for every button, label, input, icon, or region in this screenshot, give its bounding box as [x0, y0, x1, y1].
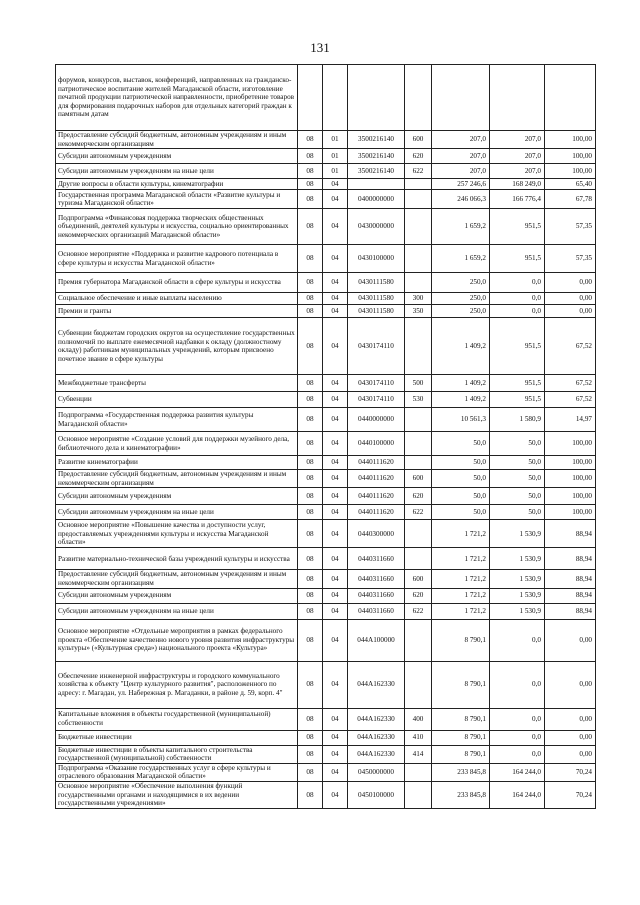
cell-name: Основное мероприятие «Создание условий для поддержки музейного дела, библиотечного дела и кинематографии»: [56, 432, 298, 456]
cell-percent: 67,52: [545, 392, 596, 408]
table-row: [56, 661, 596, 708]
table-row: [56, 318, 596, 375]
table-row: [56, 520, 596, 548]
table-row: [56, 745, 596, 763]
cell-actual-amount: 0,0: [490, 661, 545, 708]
cell-percent: 100,00: [545, 131, 596, 149]
table-row: [56, 392, 596, 408]
cell-planned-amount: 1 409,2: [432, 318, 490, 375]
table-row: [56, 763, 596, 781]
cell-subsection: 04: [323, 305, 348, 318]
cell-subsection: 04: [323, 179, 348, 190]
cell-subsection: 04: [323, 619, 348, 661]
cell-percent: [545, 65, 596, 131]
cell-name: Субвенции бюджетам городских округов на осуществление государственных полномочий по выплате ежемесячной надбавки к окладу (должностному окладу) работникам муниципальных учреждений, которым присвоено почетное звание в сфере культуры: [56, 318, 298, 375]
cell-section: 08: [298, 408, 323, 432]
cell-actual-amount: 1 530,9: [490, 548, 545, 570]
cell-name: Субсидии автономным учреждениям на иные цели: [56, 505, 298, 520]
cell-section: 08: [298, 318, 323, 375]
cell-percent: 88,94: [545, 588, 596, 603]
cell-percent: 100,00: [545, 488, 596, 505]
cell-subsection: 04: [323, 432, 348, 456]
cell-actual-amount: 50,0: [490, 456, 545, 470]
cell-actual-amount: 951,5: [490, 245, 545, 273]
cell-planned-amount: 250,0: [432, 293, 490, 305]
table-row: [56, 375, 596, 392]
table-row: [56, 548, 596, 570]
cell-subsection: 04: [323, 456, 348, 470]
table-body: [56, 65, 596, 809]
cell-actual-amount: 164 244,0: [490, 763, 545, 781]
table-row: [56, 149, 596, 164]
table-row: [56, 730, 596, 745]
cell-target-article: 0450000000: [348, 763, 405, 781]
cell-percent: 100,00: [545, 432, 596, 456]
cell-target-article: 3500216140: [348, 131, 405, 149]
cell-actual-amount: 207,0: [490, 164, 545, 179]
cell-subsection: 04: [323, 392, 348, 408]
cell-percent: 0,00: [545, 273, 596, 293]
cell-section: 08: [298, 305, 323, 318]
cell-subsection: 01: [323, 131, 348, 149]
cell-planned-amount: 246 066,3: [432, 190, 490, 209]
cell-subsection: 04: [323, 520, 348, 548]
cell-actual-amount: 0,0: [490, 730, 545, 745]
cell-actual-amount: 951,5: [490, 375, 545, 392]
cell-subsection: 01: [323, 164, 348, 179]
cell-actual-amount: 50,0: [490, 470, 545, 488]
cell-target-article: 0430174110: [348, 392, 405, 408]
cell-expense-type: 620: [405, 588, 432, 603]
budget-table: [55, 64, 596, 809]
cell-planned-amount: 1 721,2: [432, 548, 490, 570]
cell-expense-type: [405, 432, 432, 456]
cell-expense-type: 400: [405, 708, 432, 730]
table-row: [56, 179, 596, 190]
cell-expense-type: [405, 65, 432, 131]
cell-percent: 14,97: [545, 408, 596, 432]
cell-actual-amount: 1 530,9: [490, 603, 545, 619]
cell-planned-amount: 8 790,1: [432, 708, 490, 730]
cell-percent: 88,94: [545, 520, 596, 548]
cell-section: 08: [298, 588, 323, 603]
table-row: [56, 273, 596, 293]
cell-subsection: 04: [323, 763, 348, 781]
cell-subsection: 04: [323, 505, 348, 520]
cell-expense-type: 622: [405, 164, 432, 179]
cell-section: 08: [298, 131, 323, 149]
cell-name: Обеспечение инженерной инфраструктуры и городского коммунального хозяйства к объекту "Центр культурного развития", расположенного по адресу: г. Магадан, ул. Набережная р. Магаданки, в районе д. 59, корп. 4": [56, 661, 298, 708]
cell-expense-type: 414: [405, 745, 432, 763]
table-row: [56, 131, 596, 149]
cell-actual-amount: 951,5: [490, 209, 545, 245]
cell-actual-amount: 164 244,0: [490, 781, 545, 808]
cell-target-article: 3500216140: [348, 164, 405, 179]
cell-subsection: 04: [323, 661, 348, 708]
cell-expense-type: 410: [405, 730, 432, 745]
cell-name: Основное мероприятие «Поддержка и развитие кадрового потенциала в сфере культуры и искусства Магаданской области»: [56, 245, 298, 273]
cell-subsection: 04: [323, 273, 348, 293]
cell-target-article: 0450100000: [348, 781, 405, 808]
cell-percent: 70,24: [545, 781, 596, 808]
cell-planned-amount: 1 721,2: [432, 570, 490, 588]
cell-percent: 100,00: [545, 470, 596, 488]
cell-planned-amount: 207,0: [432, 164, 490, 179]
cell-name: Подпрограмма «Оказание государственных услуг в сфере культуры и отраслевого образования Магаданской области»: [56, 763, 298, 781]
cell-target-article: 044А162330: [348, 730, 405, 745]
cell-section: 08: [298, 548, 323, 570]
cell-section: 08: [298, 730, 323, 745]
cell-section: 08: [298, 708, 323, 730]
cell-percent: 88,94: [545, 548, 596, 570]
cell-planned-amount: 207,0: [432, 131, 490, 149]
cell-subsection: 04: [323, 570, 348, 588]
cell-target-article: 0430111580: [348, 273, 405, 293]
cell-name: Другие вопросы в области культуры, кинематографии: [56, 179, 298, 190]
table-row: [56, 470, 596, 488]
cell-subsection: 04: [323, 293, 348, 305]
cell-subsection: 04: [323, 488, 348, 505]
cell-name: Субсидии автономным учреждениям: [56, 488, 298, 505]
cell-expense-type: [405, 318, 432, 375]
cell-percent: 0,00: [545, 305, 596, 318]
table-row: [56, 65, 596, 131]
cell-name: Субсидии автономным учреждениям: [56, 149, 298, 164]
cell-percent: 88,94: [545, 603, 596, 619]
cell-actual-amount: 1 530,9: [490, 570, 545, 588]
cell-target-article: 0440000000: [348, 408, 405, 432]
cell-subsection: 04: [323, 588, 348, 603]
cell-actual-amount: 1 530,9: [490, 588, 545, 603]
cell-target-article: 044А162330: [348, 708, 405, 730]
table-row: [56, 588, 596, 603]
cell-name: Бюджетные инвестиции в объекты капитального строительства государственной (муниципальной) собственности: [56, 745, 298, 763]
cell-percent: 57,35: [545, 209, 596, 245]
cell-target-article: 044А162330: [348, 745, 405, 763]
cell-section: 08: [298, 488, 323, 505]
cell-expense-type: 300: [405, 293, 432, 305]
table-row: [56, 432, 596, 456]
cell-actual-amount: 0,0: [490, 745, 545, 763]
cell-name: Субсидии автономным учреждениям на иные цели: [56, 603, 298, 619]
cell-expense-type: 350: [405, 305, 432, 318]
cell-target-article: 0430100000: [348, 245, 405, 273]
cell-planned-amount: 1 409,2: [432, 375, 490, 392]
cell-expense-type: [405, 456, 432, 470]
cell-subsection: 04: [323, 408, 348, 432]
cell-name: Субвенции: [56, 392, 298, 408]
cell-subsection: 04: [323, 745, 348, 763]
cell-expense-type: [405, 548, 432, 570]
cell-planned-amount: 50,0: [432, 456, 490, 470]
cell-planned-amount: 207,0: [432, 149, 490, 164]
cell-target-article: 0400000000: [348, 190, 405, 209]
cell-expense-type: 620: [405, 149, 432, 164]
cell-subsection: 04: [323, 730, 348, 745]
cell-name: Развитие кинематографии: [56, 456, 298, 470]
cell-percent: 0,00: [545, 708, 596, 730]
cell-subsection: 04: [323, 708, 348, 730]
cell-target-article: 044А162330: [348, 661, 405, 708]
cell-target-article: 0430111580: [348, 305, 405, 318]
cell-name: Предоставление субсидий бюджетным, автономным учреждениям и иным некоммерческим организациям: [56, 570, 298, 588]
table-row: [56, 505, 596, 520]
cell-name: Бюджетные инвестиции: [56, 730, 298, 745]
cell-subsection: 01: [323, 149, 348, 164]
cell-name: Субсидии автономным учреждениям: [56, 588, 298, 603]
cell-section: 08: [298, 763, 323, 781]
cell-target-article: 0440311660: [348, 603, 405, 619]
cell-actual-amount: 0,0: [490, 293, 545, 305]
cell-subsection: 04: [323, 318, 348, 375]
cell-subsection: 04: [323, 781, 348, 808]
cell-expense-type: [405, 179, 432, 190]
cell-section: 08: [298, 603, 323, 619]
cell-planned-amount: 1 659,2: [432, 209, 490, 245]
cell-expense-type: [405, 520, 432, 548]
cell-actual-amount: 50,0: [490, 505, 545, 520]
cell-name: Основное мероприятие «Обеспечение выполнения функций государственными органами и находящимися в их ведении государственными учреждениями»: [56, 781, 298, 808]
cell-name: Подпрограмма «Государственная поддержка развития культуры Магаданской области»: [56, 408, 298, 432]
cell-subsection: 04: [323, 245, 348, 273]
cell-section: 08: [298, 190, 323, 209]
cell-name: Развитие материально-технической базы учреждений культуры и искусства: [56, 548, 298, 570]
table-row: [56, 190, 596, 209]
cell-section: 08: [298, 520, 323, 548]
cell-expense-type: 500: [405, 375, 432, 392]
cell-percent: 67,52: [545, 375, 596, 392]
cell-percent: 70,24: [545, 763, 596, 781]
cell-expense-type: [405, 273, 432, 293]
cell-planned-amount: 1 721,2: [432, 603, 490, 619]
cell-actual-amount: 0,0: [490, 708, 545, 730]
page-number: 131: [310, 40, 330, 55]
cell-actual-amount: 0,0: [490, 273, 545, 293]
cell-section: 08: [298, 179, 323, 190]
cell-percent: 100,00: [545, 164, 596, 179]
cell-expense-type: [405, 408, 432, 432]
cell-section: 08: [298, 661, 323, 708]
cell-section: 08: [298, 456, 323, 470]
cell-expense-type: [405, 190, 432, 209]
cell-section: 08: [298, 375, 323, 392]
cell-planned-amount: 1 721,2: [432, 520, 490, 548]
cell-section: 08: [298, 470, 323, 488]
cell-percent: 0,00: [545, 293, 596, 305]
cell-percent: 100,00: [545, 149, 596, 164]
cell-actual-amount: 207,0: [490, 131, 545, 149]
cell-percent: 100,00: [545, 505, 596, 520]
cell-planned-amount: 233 845,8: [432, 763, 490, 781]
cell-planned-amount: 233 845,8: [432, 781, 490, 808]
cell-target-article: 0430000000: [348, 209, 405, 245]
cell-name: Премия губернатора Магаданской области в сфере культуры и искусства: [56, 273, 298, 293]
cell-name: Основное мероприятие «Повышение качества и доступности услуг, предоставляемых учреждениями культуры и искусства Магаданской области»: [56, 520, 298, 548]
cell-target-article: 0430111580: [348, 293, 405, 305]
cell-name: Основное мероприятие «Отдельные мероприятия в рамках федерального проекта «Обеспечение качественно нового уровня развития инфраструктуры культуры» («Культурная среда») национального проекта «Культура»: [56, 619, 298, 661]
cell-planned-amount: 1 659,2: [432, 245, 490, 273]
cell-planned-amount: 250,0: [432, 273, 490, 293]
cell-expense-type: 600: [405, 570, 432, 588]
cell-expense-type: 622: [405, 505, 432, 520]
cell-planned-amount: 1 721,2: [432, 588, 490, 603]
cell-expense-type: [405, 763, 432, 781]
cell-actual-amount: 207,0: [490, 149, 545, 164]
cell-target-article: 3500216140: [348, 149, 405, 164]
cell-section: 08: [298, 293, 323, 305]
cell-planned-amount: 50,0: [432, 432, 490, 456]
cell-section: 08: [298, 149, 323, 164]
cell-section: 08: [298, 245, 323, 273]
cell-subsection: 04: [323, 209, 348, 245]
cell-expense-type: [405, 209, 432, 245]
cell-target-article: [348, 179, 405, 190]
cell-subsection: 04: [323, 190, 348, 209]
cell-planned-amount: 8 790,1: [432, 730, 490, 745]
cell-subsection: 04: [323, 603, 348, 619]
cell-percent: 57,35: [545, 245, 596, 273]
table-row: [56, 488, 596, 505]
cell-subsection: [323, 65, 348, 131]
cell-percent: 0,00: [545, 730, 596, 745]
cell-actual-amount: 168 249,0: [490, 179, 545, 190]
table-row: [56, 619, 596, 661]
cell-target-article: 0440311660: [348, 548, 405, 570]
cell-planned-amount: [432, 65, 490, 131]
cell-subsection: 04: [323, 548, 348, 570]
cell-expense-type: 622: [405, 603, 432, 619]
cell-planned-amount: 8 790,1: [432, 619, 490, 661]
table-row: [56, 209, 596, 245]
cell-expense-type: [405, 661, 432, 708]
table-row: [56, 603, 596, 619]
cell-percent: 0,00: [545, 661, 596, 708]
table-row: [56, 408, 596, 432]
cell-name: Субсидии автономным учреждениям на иные цели: [56, 164, 298, 179]
cell-name: Государственная программа Магаданской области «Развитие культуры и туризма Магаданской области»: [56, 190, 298, 209]
table-row: [56, 305, 596, 318]
cell-actual-amount: 50,0: [490, 488, 545, 505]
cell-name: Капитальные вложения в объекты государственной (муниципальной) собственности: [56, 708, 298, 730]
cell-actual-amount: [490, 65, 545, 131]
cell-name: Межбюджетные трансферты: [56, 375, 298, 392]
cell-planned-amount: 50,0: [432, 488, 490, 505]
cell-percent: 100,00: [545, 456, 596, 470]
cell-target-article: 0440111620: [348, 505, 405, 520]
cell-section: 08: [298, 781, 323, 808]
cell-section: 08: [298, 619, 323, 661]
cell-name: Предоставление субсидий бюджетным, автономным учреждениям и иным некоммерческим организациям: [56, 470, 298, 488]
cell-name: Подпрограмма «Финансовая поддержка творческих общественных объединений, деятелей культуры и искусства, социально ориентированных некоммерческих организаций Магаданской области»: [56, 209, 298, 245]
cell-percent: 88,94: [545, 570, 596, 588]
cell-percent: 0,00: [545, 745, 596, 763]
cell-actual-amount: 1 530,9: [490, 520, 545, 548]
cell-target-article: 0440111620: [348, 488, 405, 505]
table-row: [56, 245, 596, 273]
cell-section: 08: [298, 570, 323, 588]
cell-planned-amount: 8 790,1: [432, 745, 490, 763]
cell-name: форумов, конкурсов, выставок, конференций, направленных на гражданско-патриотическое воспитание жителей Магаданской области, изготовление печатной продукции патриотической направленности, приобретение товаров для формирования подарочных наборов для отдельных категорий граждан к памятным датам: [56, 65, 298, 131]
cell-planned-amount: 8 790,1: [432, 661, 490, 708]
cell-section: 08: [298, 392, 323, 408]
cell-section: 08: [298, 164, 323, 179]
cell-percent: 65,40: [545, 179, 596, 190]
cell-planned-amount: 1 409,2: [432, 392, 490, 408]
cell-target-article: 0440111620: [348, 470, 405, 488]
cell-target-article: [348, 65, 405, 131]
cell-expense-type: 600: [405, 131, 432, 149]
cell-section: 08: [298, 505, 323, 520]
cell-target-article: 0440300000: [348, 520, 405, 548]
cell-planned-amount: 50,0: [432, 505, 490, 520]
cell-expense-type: [405, 245, 432, 273]
cell-target-article: 044А100000: [348, 619, 405, 661]
table-row: [56, 708, 596, 730]
cell-planned-amount: 50,0: [432, 470, 490, 488]
cell-percent: 0,00: [545, 619, 596, 661]
cell-actual-amount: 0,0: [490, 305, 545, 318]
cell-planned-amount: 10 561,3: [432, 408, 490, 432]
cell-expense-type: 620: [405, 488, 432, 505]
cell-target-article: 0430174110: [348, 318, 405, 375]
cell-subsection: 04: [323, 470, 348, 488]
cell-name: Премии и гранты: [56, 305, 298, 318]
cell-percent: 67,78: [545, 190, 596, 209]
cell-expense-type: 600: [405, 470, 432, 488]
cell-target-article: 0440111620: [348, 456, 405, 470]
cell-section: 08: [298, 273, 323, 293]
cell-planned-amount: 250,0: [432, 305, 490, 318]
cell-actual-amount: 951,5: [490, 392, 545, 408]
cell-expense-type: [405, 619, 432, 661]
cell-target-article: 0440311660: [348, 588, 405, 603]
cell-target-article: 0430174110: [348, 375, 405, 392]
cell-section: [298, 65, 323, 131]
table-row: [56, 570, 596, 588]
cell-actual-amount: 951,5: [490, 318, 545, 375]
table-row: [56, 293, 596, 305]
cell-percent: 67,52: [545, 318, 596, 375]
cell-section: 08: [298, 209, 323, 245]
cell-expense-type: [405, 781, 432, 808]
cell-actual-amount: 0,0: [490, 619, 545, 661]
table-row: [56, 456, 596, 470]
cell-expense-type: 530: [405, 392, 432, 408]
cell-actual-amount: 1 580,9: [490, 408, 545, 432]
cell-section: 08: [298, 432, 323, 456]
cell-target-article: 0440311660: [348, 570, 405, 588]
table-row: [56, 164, 596, 179]
cell-actual-amount: 50,0: [490, 432, 545, 456]
cell-actual-amount: 166 776,4: [490, 190, 545, 209]
cell-subsection: 04: [323, 375, 348, 392]
cell-planned-amount: 257 246,6: [432, 179, 490, 190]
cell-section: 08: [298, 745, 323, 763]
cell-name: Социальное обеспечение и иные выплаты населению: [56, 293, 298, 305]
cell-target-article: 0440100000: [348, 432, 405, 456]
cell-name: Предоставление субсидий бюджетным, автономным учреждениям и иным некоммерческим организациям: [56, 131, 298, 149]
table-row: [56, 781, 596, 808]
